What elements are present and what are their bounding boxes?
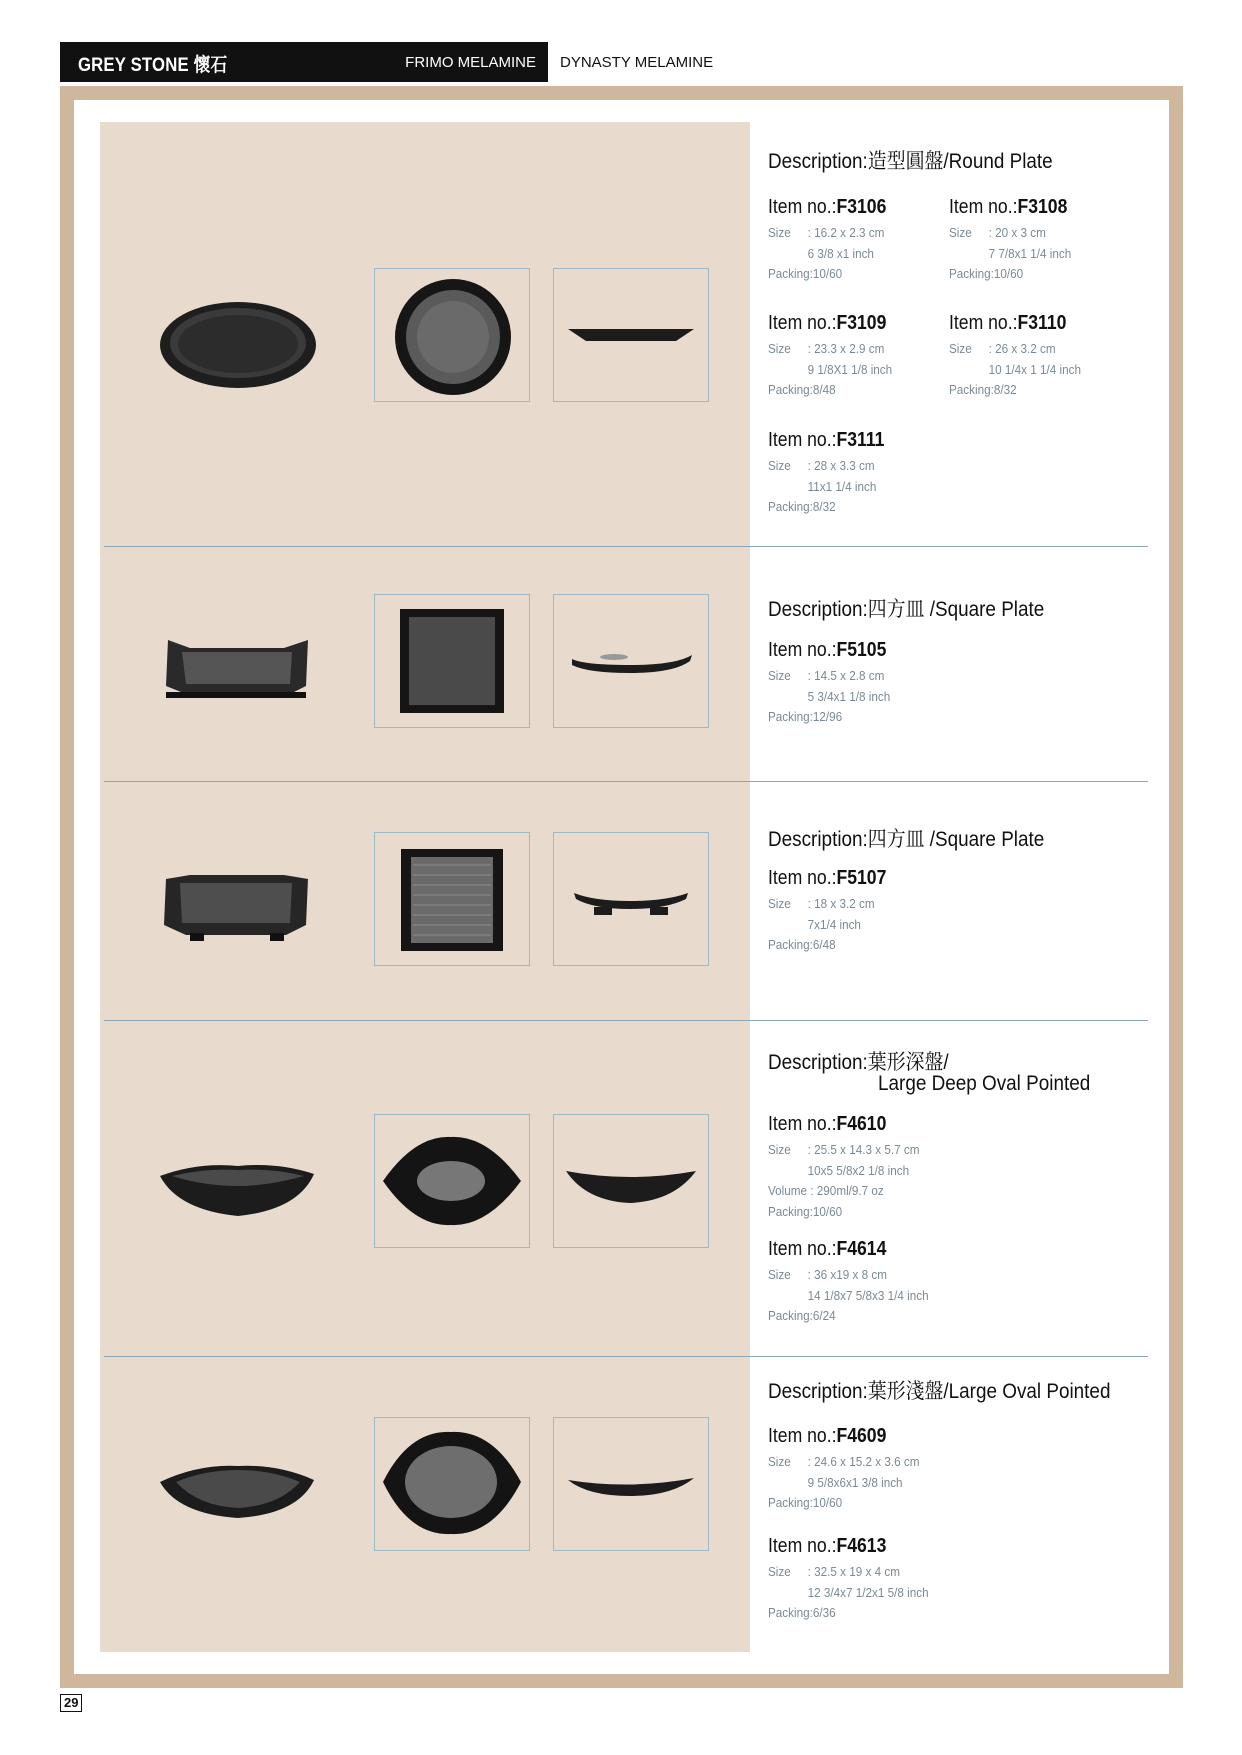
item-specs: Size : 28 x 3.3 cm 11x1 1/4 inch Packing:8/32	[768, 458, 877, 514]
item-heading: Item no.:F4609	[768, 1425, 887, 1447]
square-plate-side-thumb	[553, 594, 709, 728]
section-2-description: Description:四方皿 /Square Plate	[768, 598, 1045, 621]
section-divider	[104, 546, 1148, 547]
item-heading: Item no.:F3111	[768, 429, 885, 451]
section-divider	[104, 781, 1148, 782]
item-specs: Size : 14.5 x 2.8 cm 5 3/4x1 1/8 inch Packing:12/96	[768, 668, 891, 724]
item-specs: Size : 16.2 x 2.3 cm 6 3/8 x1 inch Packing:10/60	[768, 225, 885, 281]
item-specs: Size : 18 x 3.2 cm 7x1/4 inch Packing:6/48	[768, 896, 875, 952]
section-1-description: Description:造型圓盤/Round Plate	[768, 150, 1053, 173]
deep-oval-bowl-top-thumb	[374, 1114, 530, 1248]
textured-square-plate-angle-image	[160, 873, 312, 943]
round-plate-top-thumb	[374, 268, 530, 402]
shallow-oval-plate-side-thumb	[553, 1417, 709, 1551]
item-heading: Item no.:F5107	[768, 867, 887, 889]
item-specs: Size : 26 x 3.2 cm 10 1/4x 1 1/4 inch Packing:8/32	[949, 341, 1081, 397]
brand-title: GREY STONE 懷石	[78, 55, 228, 76]
section-divider	[104, 1356, 1148, 1357]
item-heading: Item no.:F3108	[949, 196, 1068, 218]
item-heading: Item no.:F3106	[768, 196, 887, 218]
item-specs: Size : 32.5 x 19 x 4 cm 12 3/4x7 1/2x1 5/8 inch Packing:6/36	[768, 1564, 929, 1620]
item-heading: Item no.:F3110	[949, 312, 1067, 334]
item-specs: Size : 25.5 x 14.3 x 5.7 cm 10x5 5/8x2 1/8 inch Volume : 290ml/9.7 oz Packing:10/60	[768, 1142, 920, 1219]
round-plate-side-thumb	[553, 268, 709, 402]
tab-frimo-melamine[interactable]: FRIMO MELAMINE	[405, 54, 536, 71]
section-3-description: Description:四方皿 /Square Plate	[768, 828, 1045, 851]
shallow-oval-plate-top-thumb	[374, 1417, 530, 1551]
deep-oval-bowl-angle-image	[158, 1160, 316, 1222]
header-bar	[60, 42, 548, 82]
textured-square-plate-side-thumb	[553, 832, 709, 966]
section-4-description: Description:葉形深盤/	[768, 1051, 949, 1074]
item-heading: Item no.:F3109	[768, 312, 887, 334]
textured-square-plate-top-thumb	[374, 832, 530, 966]
tab-dynasty-melamine[interactable]: DYNASTY MELAMINE	[560, 54, 714, 71]
section-4-description-line2: Large Deep Oval Pointed	[878, 1072, 1091, 1095]
item-specs: Size : 36 x19 x 8 cm 14 1/8x7 5/8x3 1/4 inch Packing:6/24	[768, 1267, 929, 1323]
item-heading: Item no.:F5105	[768, 639, 887, 661]
page-number: 29	[60, 1694, 82, 1712]
section-5-description: Description:葉形淺盤/Large Oval Pointed	[768, 1380, 1111, 1403]
item-specs: Size : 24.6 x 15.2 x 3.6 cm 9 5/8x6x1 3/8 inch Packing:10/60	[768, 1454, 920, 1510]
item-specs: Size : 23.3 x 2.9 cm 9 1/8X1 1/8 inch Packing:8/48	[768, 341, 893, 397]
item-specs: Size : 20 x 3 cm 7 7/8x1 1/4 inch Packing:10/60	[949, 225, 1072, 281]
item-heading: Item no.:F4613	[768, 1535, 887, 1557]
square-plate-top-thumb	[374, 594, 530, 728]
shallow-oval-plate-angle-image	[158, 1462, 316, 1524]
square-plate-angle-image	[162, 636, 312, 701]
item-heading: Item no.:F4614	[768, 1238, 887, 1260]
section-divider	[104, 1020, 1148, 1021]
item-heading: Item no.:F4610	[768, 1113, 887, 1135]
deep-oval-bowl-side-thumb	[553, 1114, 709, 1248]
round-plate-angle-image	[158, 300, 318, 390]
